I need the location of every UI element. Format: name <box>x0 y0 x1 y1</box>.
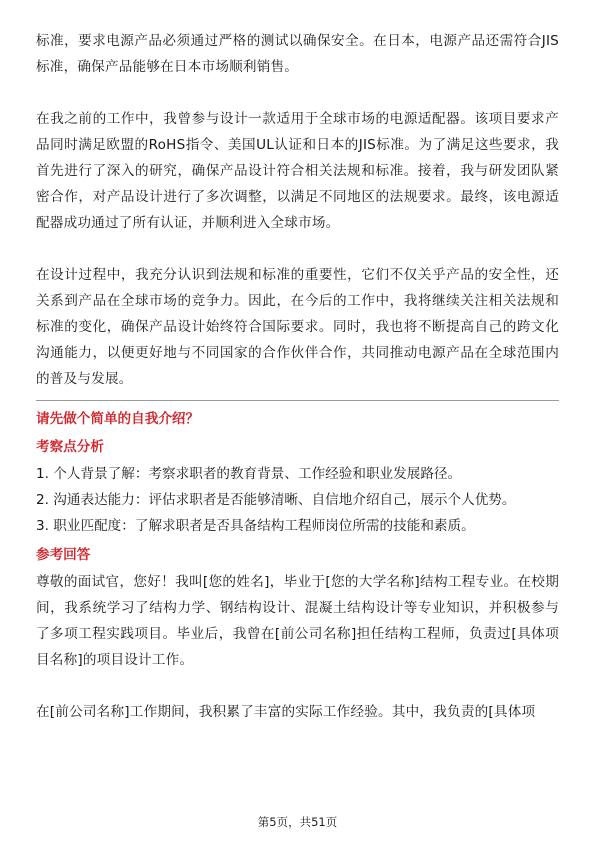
analysis-item: 2. 沟通表达能力：评估求职者是否能够清晰、自信地介绍自己，展示个人优势。 <box>36 492 516 508</box>
answer-paragraph: 尊敬的面试官，您好！我叫[您的姓名]，毕业于[您的大学名称]结构工程专业。在校期间，我系统学习了结构力学、钢结构设计、混凝土结构设计等专业知识，并积极参与了多项工程实践项目。毕业后，我曾在[前公司名称]担任结构工程师，负责过[具体项目名称]的项目设计工作。 <box>36 574 559 668</box>
paragraph-gap <box>36 673 559 699</box>
paragraph-gap <box>36 236 559 262</box>
section-divider <box>36 400 559 401</box>
paragraph-reflection: 在设计过程中，我充分认识到法规和标准的重要性，它们不仅关乎产品的安全性，还关系到产品在全球市场的竞争力。因此，在今后的工作中，我将继续关注相关法规和标准的变化，确保产品设计始终符合国际要求。同时，我也将不断提高自己的跨文化沟通能力，以便更好地与不同国家的合作伙伴合作，共同推动电源产品在全球范围内的普及与发展。 <box>36 267 559 387</box>
question-title: 请先做个简单的自我介绍？ <box>36 411 200 427</box>
analysis-item: 3. 职业匹配度：了解求职者是否具备结构工程师岗位所需的技能和素质。 <box>36 518 475 534</box>
paragraph-gap <box>36 80 559 106</box>
answer-paragraph: 在[前公司名称]工作期间，我积累了丰富的实际工作经验。其中，我负责的[具体项 <box>36 704 536 720</box>
answer-heading: 参考回答 <box>36 547 91 563</box>
analysis-item: 1. 个人背景了解：考察求职者的教育背景、工作经验和职业发展路径。 <box>36 466 462 482</box>
paragraph-experience: 在我之前的工作中，我曾参与设计一款适用于全球市场的电源适配器。该项目要求产品同时满足欧盟的RoHS指令、美国UL认证和日本的JIS标准。为了满足这些要求，我首先进行了深入的研究，确保产品设计符合相关法规和标准。接着，我与研发团队紧密合作，对产品设计进行了多次调整，以满足不同地区的法规要求。最终，该电源适配器成功通过了所有认证，并顺利进入全球市场。 <box>36 111 559 231</box>
document-page <box>36 28 559 725</box>
paragraph-standards: 标准，要求电源产品必须通过严格的测试以确保安全。在日本，电源产品还需符合JIS标准，确保产品能够在日本市场顺利销售。 <box>36 33 559 75</box>
analysis-heading: 考察点分析 <box>36 439 104 455</box>
page-number: 第5页，共51页 <box>257 815 338 829</box>
